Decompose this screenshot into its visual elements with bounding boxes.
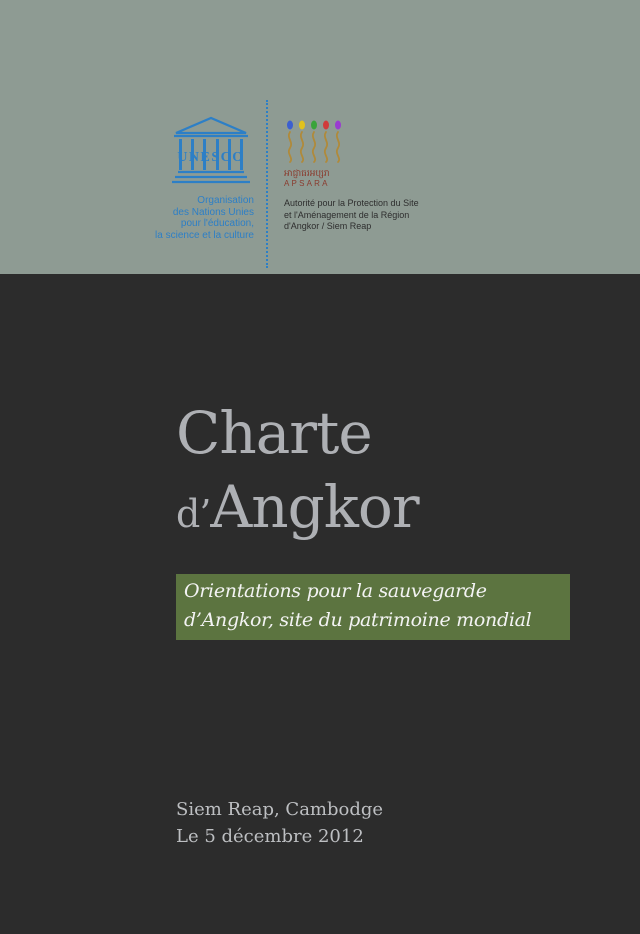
place-line: Siem Reap, Cambodge xyxy=(176,799,384,820)
apsara-caption xyxy=(284,198,484,233)
subtitle-line-2: d’Angkor, site du patrimoine mondial xyxy=(184,609,532,631)
unesco-caption-line: la science et la culture xyxy=(155,229,254,241)
apsara-caption-line: Autorité pour la Protection du Site xyxy=(284,198,419,208)
apsara-flames-logo xyxy=(282,116,354,188)
date-line: Le 5 décembre 2012 xyxy=(176,826,364,847)
subtitle-line-1: Orientations pour la sauvegarde xyxy=(184,580,487,602)
title-prefix: d’ xyxy=(176,492,211,536)
unesco-temple-logo xyxy=(172,116,250,188)
header-band xyxy=(0,0,640,274)
title-line-2 xyxy=(176,473,419,541)
logo-divider xyxy=(266,100,268,268)
apsara-caption-line: et l'Aménagement de la Région xyxy=(284,209,410,220)
apsara-caption-line: d'Angkor / Siem Reap xyxy=(284,221,372,231)
unesco-caption-line: des Nations Unies xyxy=(172,206,254,218)
unesco-caption-line: pour l'éducation, xyxy=(180,218,254,229)
apsara-khmer-script: អាជ្ញាធរអប្សរា xyxy=(284,169,330,179)
unesco-caption xyxy=(112,195,254,241)
unesco-logo-text: UNESCO xyxy=(177,150,245,165)
unesco-caption-line: Organisation xyxy=(197,195,254,206)
place-and-date xyxy=(176,796,383,850)
subtitle-box xyxy=(176,574,570,640)
apsara-logo-text: APSARA xyxy=(284,179,330,188)
title-main: Angkor xyxy=(210,473,419,541)
title-line-1: Charte xyxy=(176,399,372,467)
